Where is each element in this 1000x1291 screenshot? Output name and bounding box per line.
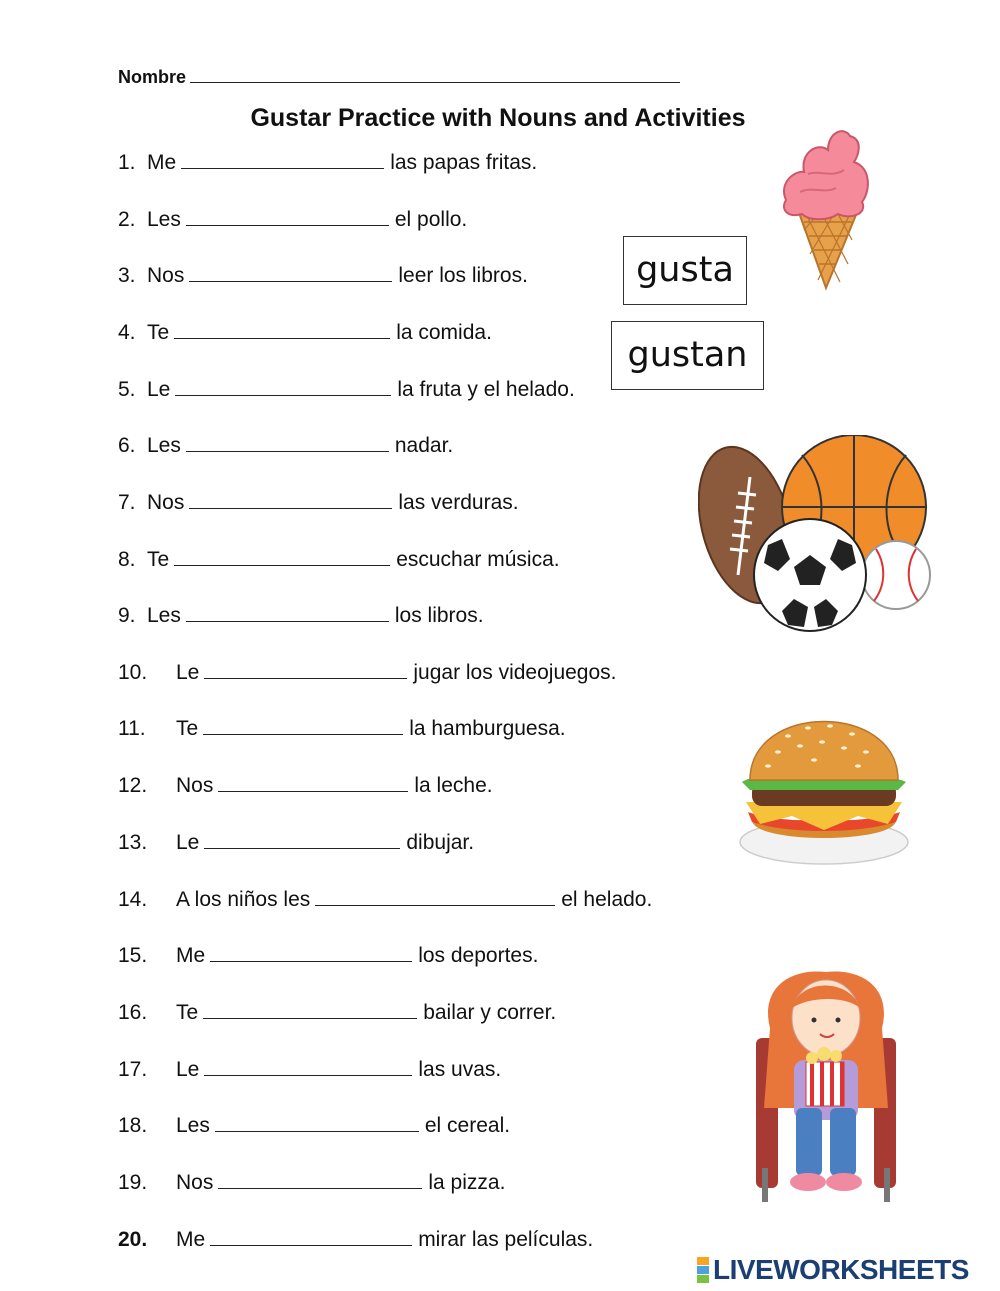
answer-blank[interactable] <box>215 1113 419 1132</box>
question-item <box>118 377 575 402</box>
question-pronoun: Le <box>176 831 200 854</box>
answer-blank[interactable] <box>174 320 390 339</box>
question-item <box>118 773 493 798</box>
brand-name: LIVEWORKSHEETS <box>713 1254 969 1285</box>
question-item <box>118 830 474 855</box>
question-pronoun: Me <box>147 151 177 174</box>
question-pronoun: A los niños les <box>176 888 311 911</box>
name-field <box>118 66 680 88</box>
answer-blank[interactable] <box>218 1170 422 1189</box>
question-number: 4. <box>118 321 136 344</box>
question-number: 19. <box>118 1171 148 1194</box>
question-number: 2. <box>118 208 136 231</box>
question-number: 9. <box>118 604 136 627</box>
word-bank-gusta: gusta <box>623 236 747 305</box>
question-object: las verduras. <box>398 491 519 514</box>
name-label: Nombre <box>118 67 187 87</box>
question-number: 11. <box>118 717 146 740</box>
question-object: la comida. <box>396 321 492 344</box>
question-item <box>118 1057 501 1082</box>
question-number: 8. <box>118 548 136 571</box>
question-pronoun: Te <box>176 1001 199 1024</box>
question-object: la leche. <box>414 774 493 797</box>
question-object: los deportes. <box>418 944 539 967</box>
question-object: los libros. <box>394 604 484 627</box>
ice-cream-icon <box>778 122 874 294</box>
question-pronoun: Nos <box>147 491 185 514</box>
brand-logo-icon <box>697 1257 709 1283</box>
answer-blank[interactable] <box>218 773 408 792</box>
answer-blank[interactable] <box>175 377 391 396</box>
question-number: 10. <box>118 661 148 684</box>
question-number: 20. <box>118 1228 148 1251</box>
question-number: 16. <box>118 1001 148 1024</box>
answer-blank[interactable] <box>210 943 412 962</box>
answer-blank[interactable] <box>189 490 392 509</box>
question-item <box>118 490 519 515</box>
sports-balls-icon <box>698 435 934 635</box>
question-item <box>118 943 538 968</box>
answer-blank[interactable] <box>203 716 403 735</box>
name-input-line[interactable] <box>190 66 680 83</box>
question-item <box>118 660 617 685</box>
question-object: las uvas. <box>418 1058 502 1081</box>
answer-blank[interactable] <box>204 830 400 849</box>
question-number: 6. <box>118 434 136 457</box>
hamburger-icon <box>738 712 910 868</box>
question-number: 13. <box>118 831 148 854</box>
question-item <box>118 1170 505 1195</box>
question-number: 14. <box>118 888 148 911</box>
question-item <box>118 603 484 628</box>
answer-blank[interactable] <box>315 887 555 906</box>
worksheet-title: Gustar Practice with Nouns and Activities <box>250 104 746 132</box>
question-item <box>118 716 566 741</box>
question-item <box>118 547 560 572</box>
question-pronoun: Les <box>147 604 181 627</box>
answer-blank[interactable] <box>186 207 389 226</box>
answer-blank[interactable] <box>186 603 389 622</box>
question-item <box>118 1227 593 1252</box>
question-pronoun: Nos <box>176 774 214 797</box>
answer-blank[interactable] <box>174 547 390 566</box>
question-number: 1. <box>118 151 136 174</box>
question-pronoun: Te <box>147 321 170 344</box>
question-pronoun: Le <box>176 661 200 684</box>
question-item <box>118 150 537 175</box>
question-number: 17. <box>118 1058 148 1081</box>
question-pronoun: Le <box>176 1058 200 1081</box>
answer-blank[interactable] <box>210 1227 412 1246</box>
question-number: 5. <box>118 378 136 401</box>
question-item <box>118 320 492 345</box>
question-object: escuchar música. <box>396 548 560 571</box>
question-object: nadar. <box>394 434 454 457</box>
question-object: el cereal. <box>424 1114 511 1137</box>
question-number: 7. <box>118 491 136 514</box>
question-number: 3. <box>118 264 136 287</box>
question-object: la fruta y el helado. <box>397 378 575 401</box>
question-pronoun: Te <box>147 548 170 571</box>
question-number: 15. <box>118 944 148 967</box>
question-object: las papas fritas. <box>390 151 538 174</box>
question-object: jugar los videojuegos. <box>413 661 617 684</box>
question-object: el helado. <box>561 888 653 911</box>
question-item <box>118 263 528 288</box>
question-pronoun: Les <box>147 434 181 457</box>
question-pronoun: Nos <box>176 1171 214 1194</box>
question-item <box>118 433 453 458</box>
question-item <box>118 207 467 232</box>
word-bank-gustan: gustan <box>611 321 764 390</box>
question-object: mirar las películas. <box>418 1228 594 1251</box>
answer-blank[interactable] <box>186 433 389 452</box>
question-object: la pizza. <box>428 1171 506 1194</box>
question-pronoun: Te <box>176 717 199 740</box>
answer-blank[interactable] <box>189 263 392 282</box>
question-item <box>118 1000 556 1025</box>
question-pronoun: Nos <box>147 264 185 287</box>
answer-blank[interactable] <box>181 150 384 169</box>
question-pronoun: Me <box>176 1228 206 1251</box>
question-item <box>118 1113 510 1138</box>
question-pronoun: Le <box>147 378 171 401</box>
question-object: bailar y correr. <box>423 1001 557 1024</box>
question-object: la hamburguesa. <box>409 717 566 740</box>
liveworksheets-logo <box>697 1253 969 1287</box>
question-number: 12. <box>118 774 148 797</box>
question-pronoun: Me <box>176 944 206 967</box>
answer-blank[interactable] <box>203 1000 417 1019</box>
question-object: el pollo. <box>394 208 468 231</box>
question-pronoun: Les <box>176 1114 210 1137</box>
answer-blank[interactable] <box>204 660 407 679</box>
girl-popcorn-icon <box>750 968 902 1204</box>
question-object: leer los libros. <box>398 264 528 287</box>
question-object: dibujar. <box>406 831 475 854</box>
question-number: 18. <box>118 1114 148 1137</box>
answer-blank[interactable] <box>204 1057 412 1076</box>
question-item <box>118 887 652 912</box>
question-pronoun: Les <box>147 208 181 231</box>
